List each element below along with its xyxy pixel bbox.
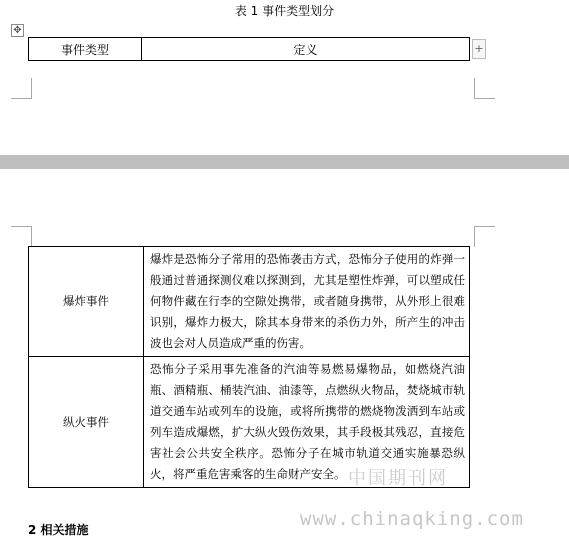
table-header-fragment	[28, 37, 470, 61]
margin-corner-bottom-left	[11, 226, 32, 247]
row-type-cell[interactable]: 纵火事件	[29, 357, 144, 488]
row-type-cell[interactable]: 爆炸事件	[29, 247, 144, 357]
table-row	[29, 247, 470, 357]
watermark-url: www.chinaqking.com	[300, 508, 524, 530]
next-section-heading: 2 相关措施	[28, 523, 89, 537]
page-separator	[0, 155, 569, 169]
event-type-table	[28, 246, 470, 488]
row-definition-cell[interactable]: 爆炸是恐怖分子常用的恐怖袭击方式，恐怖分子使用的炸弹一般通过普通探测仪难以探测到，尤其是塑性炸弹，可以塑成任何物件藏在行李的空隙处携带，或者随身携带，从外形上很难识别，爆炸力极大，除其本身带来的杀伤力外，所产生的冲击波也会对人员造成严重的伤害。	[144, 247, 470, 357]
row-definition-cell[interactable]: 恐怖分子采用事先准备的汽油等易燃易爆物品，如燃烧汽油瓶、酒精瓶、桶装汽油、油漆等，点燃纵火物品，焚烧城市轨道交通车站或列车的设施，或将所携带的燃烧物泼洒到车站或列车造成爆燃，扩大纵火毁伤效果，其手段极其残忍，直接危害社会公共安全秩序。恐怖分子在城市轨道交通实施暴恐纵火，将严重危害乘客的生命财产安全。	[144, 357, 470, 488]
margin-corner-top-left	[11, 78, 32, 99]
header-cell-definition[interactable]: 定义	[142, 38, 470, 61]
add-column-icon[interactable]: +	[472, 39, 486, 59]
header-cell-type[interactable]: 事件类型	[29, 38, 142, 61]
table-caption: 表 1 事件类型划分	[234, 4, 335, 18]
table-move-handle-icon[interactable]: ✥	[11, 24, 24, 37]
margin-corner-top-right	[474, 78, 495, 99]
watermark-text: 中国期刊网	[348, 468, 448, 489]
margin-corner-bottom-right	[474, 226, 495, 247]
